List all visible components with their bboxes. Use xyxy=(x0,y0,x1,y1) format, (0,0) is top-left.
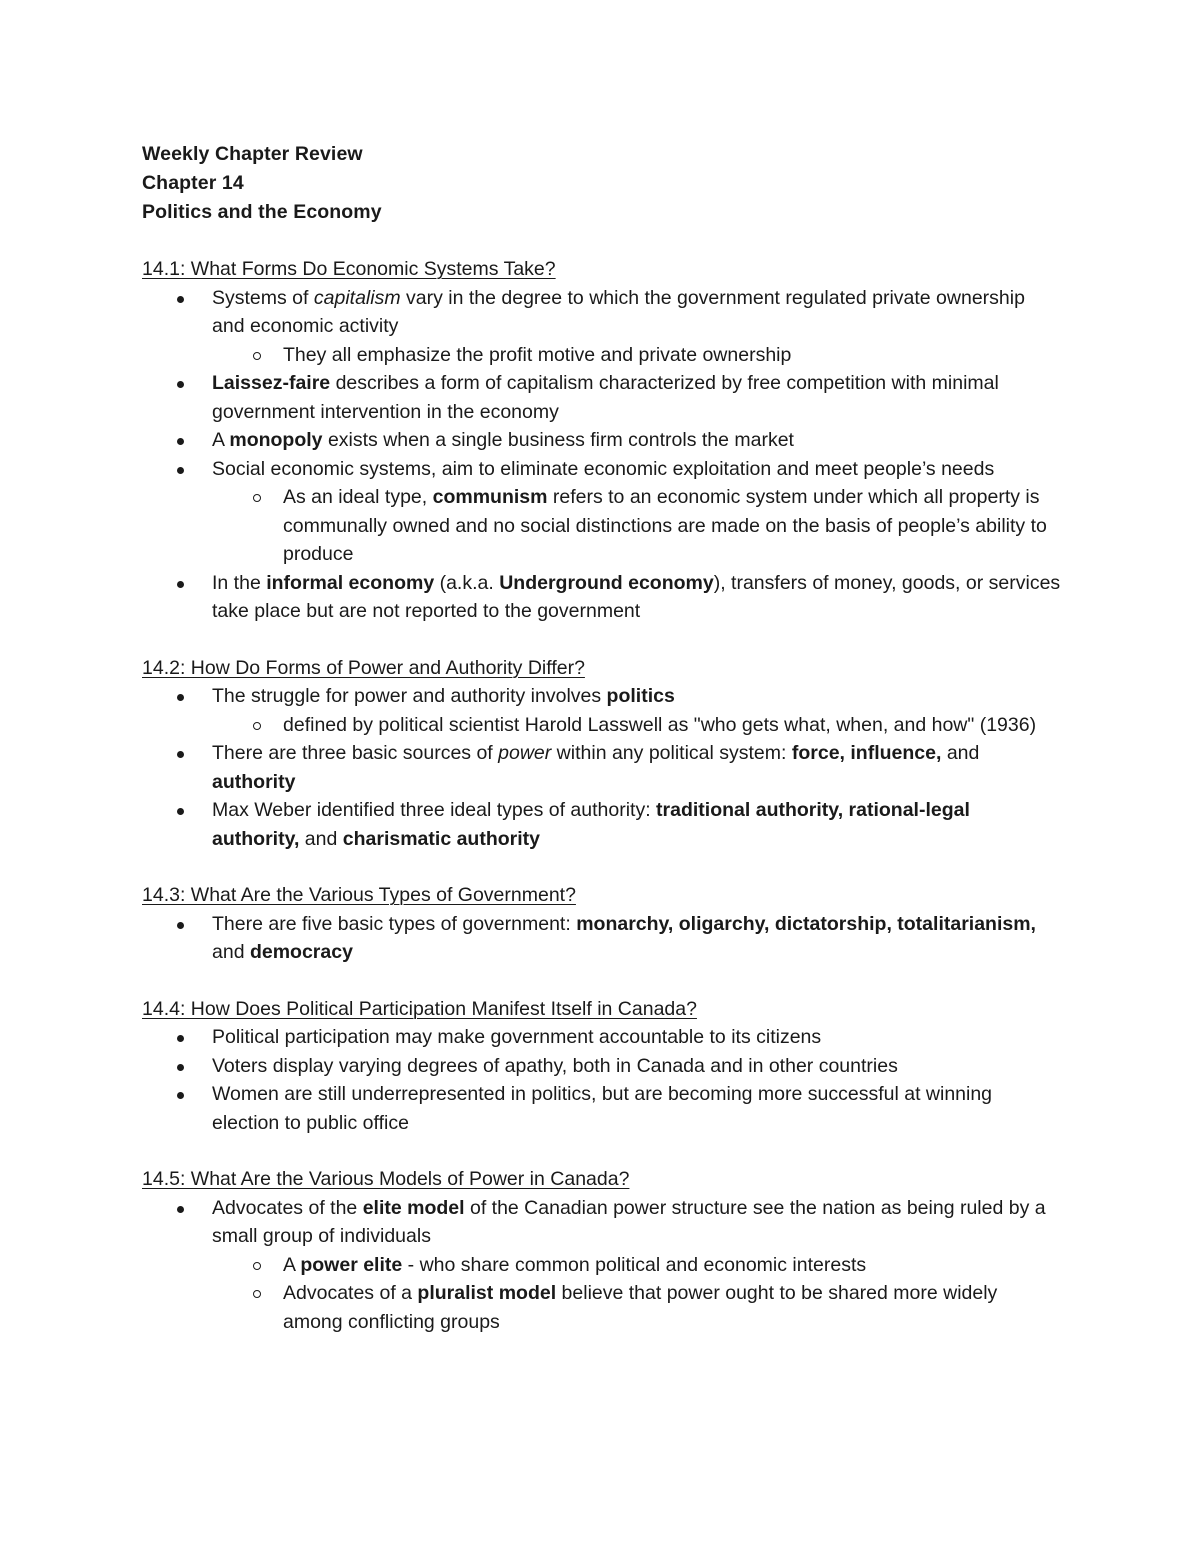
list-item: A monopoly exists when a single business firm controls the market xyxy=(142,426,1062,455)
list-item: Laissez-faire describes a form of capitalism characterized by free competition with minimal government intervention in the economy xyxy=(142,369,1062,426)
list-item: The struggle for power and authority involves politics defined by political scientist Harold Lasswell as "who gets what, when, and how" (1936) xyxy=(142,682,1062,739)
sub-list-item: They all emphasize the profit motive and private ownership xyxy=(212,341,1062,370)
list-item: Voters display varying degrees of apathy, both in Canada and in other countries xyxy=(142,1052,1062,1081)
list-item: Women are still underrepresented in politics, but are becoming more successful at winning election to public office xyxy=(142,1080,1062,1137)
list-item: There are three basic sources of power within any political system: force, influence, and authority xyxy=(142,739,1062,796)
list-item: In the informal economy (a.k.a. Underground economy), transfers of money, goods, or services take place but are not reported to the government xyxy=(142,569,1062,626)
sub-list-item: As an ideal type, communism refers to an economic system under which all property is communally owned and no social distinctions are made on the basis of people’s ability to produce xyxy=(212,483,1062,569)
section-14-5-list xyxy=(142,1194,1062,1337)
section-14-4-list xyxy=(142,1023,1062,1137)
list-item: Political participation may make government accountable to its citizens xyxy=(142,1023,1062,1052)
list-item: Advocates of the elite model of the Canadian power structure see the nation as being ruled by a small group of individuals A power elite - who share common political and economic interests Advocates of a pluralist model believe that power ought to be shared more widely among conflicting groups xyxy=(142,1194,1062,1337)
chapter-number: Chapter 14 xyxy=(142,172,244,194)
list-item: Systems of capitalism vary in the degree to which the government regulated private ownership and economic activity They all emphasize the profit motive and private ownership xyxy=(142,284,1062,370)
chapter-title: Politics and the Economy xyxy=(142,201,382,223)
section-14-1-list xyxy=(142,284,1062,626)
section-14-4-title: 14.4: How Does Political Participation Manifest Itself in Canada? xyxy=(142,997,697,1020)
sub-list-item: defined by political scientist Harold Lasswell as "who gets what, when, and how" (1936) xyxy=(212,711,1062,740)
document-page xyxy=(142,140,1062,1336)
section-14-2-title: 14.2: How Do Forms of Power and Authority Differ? xyxy=(142,656,585,679)
sub-list-item: A power elite - who share common political and economic interests xyxy=(212,1251,1062,1280)
sub-list-item: Advocates of a pluralist model believe that power ought to be shared more widely among conflicting groups xyxy=(212,1279,1062,1336)
list-item: Max Weber identified three ideal types of authority: traditional authority, rational-legal authority, and charismatic authority xyxy=(142,796,1062,853)
section-14-5-title: 14.5: What Are the Various Models of Power in Canada? xyxy=(142,1168,630,1190)
section-14-1-title: 14.1: What Forms Do Economic Systems Take? xyxy=(142,258,556,280)
document-title: Weekly Chapter Review xyxy=(142,143,363,165)
section-14-2-list xyxy=(142,682,1062,853)
section-14-3-list xyxy=(142,910,1062,967)
section-14-3-title: 14.3: What Are the Various Types of Government? xyxy=(142,884,576,906)
list-item: There are five basic types of government: monarchy, oligarchy, dictatorship, totalitarianism, and democracy xyxy=(142,910,1062,967)
list-item: Social economic systems, aim to eliminate economic exploitation and meet people’s needs As an ideal type, communism refers to an economic system under which all property is communally owned and no social distinctions are made on the basis of people’s ability to produce xyxy=(142,455,1062,569)
